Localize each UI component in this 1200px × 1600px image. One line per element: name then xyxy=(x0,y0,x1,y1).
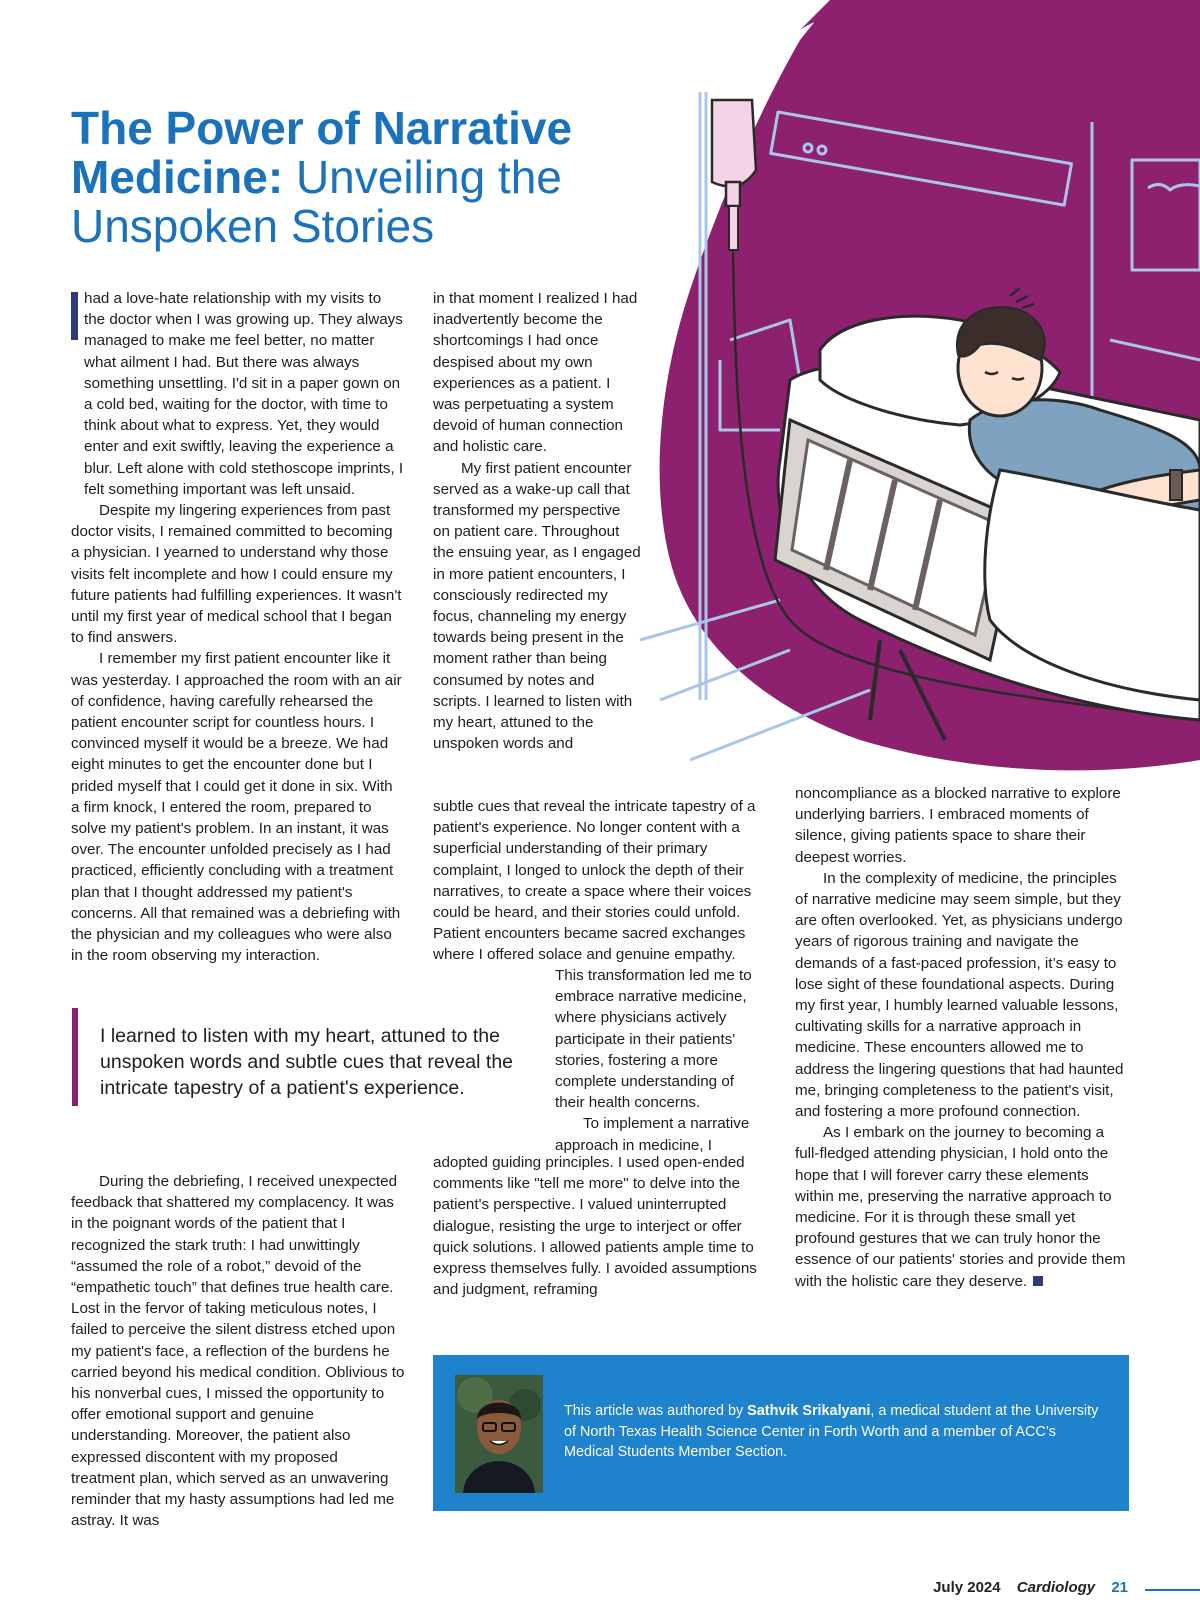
author-bio-text xyxy=(564,1401,1104,1463)
page-number: 21 xyxy=(1111,1579,1128,1596)
pull-quote-text: I learned to listen with my heart, attuned to the unspoken words and subtle cues that reveal the intricate tapestry of a patient's experience. xyxy=(100,1025,514,1099)
author-name: Sathvik Srikalyani xyxy=(747,1403,871,1419)
issue-date: July 2024 xyxy=(933,1579,1001,1596)
paragraph-3: I remember my first patient encounter like it was yesterday. I approached the room with an air of confidence, having carefully rehearsed the patient encounter script for countless hours. I convinced myself it would be a breeze. We had eight minutes to get the encounter done but I prided myself that I could get it done in six. With a firm knock, I entered the room, prepared to solve my patient's problem. In an instant, it was over. The encounter unfolded precisely as I had practiced, efficiently concluding with a treatment plan that I thought addressed my patient's concerns. All that remained was a debriefing with the physician and my colleagues who were also in the room observing my interaction. xyxy=(71,650,402,965)
paragraph-5: in that moment I realized I had inadvertently become the shortcomings I had once despised about my own experiences as a patient. I was perpetuating a system devoid of human connection and holistic care. xyxy=(433,290,638,456)
magazine-name: Cardiology xyxy=(1016,1579,1096,1596)
purple-blob xyxy=(660,0,1200,770)
paragraph-8a: To implement a narrative approach in medicine, I xyxy=(555,1115,750,1154)
column-3 xyxy=(795,783,1130,1292)
bio-post: , a medical student at the University of North Texas Health Science Center in Forth Worth and a member of ACC’s Medical Students Member Section. xyxy=(564,1403,1099,1460)
column-2-middle xyxy=(433,796,768,966)
title-bold: The Power of Narrative Medicine: xyxy=(71,102,573,203)
paragraph-6b: subtle cues that reveal the intricate tapestry of a patient's experience. No longer content with a superficial understanding of their primary complaint, I longed to unlock the depth of their narratives, to create a space where their voices could be heard, and their stories could unfold. Patient encounters became sacred exchanges where I offered solace and genuine empathy. xyxy=(433,798,756,964)
paragraph-11 xyxy=(795,1122,1130,1292)
column-2-narrow xyxy=(555,965,765,1156)
bio-pre: This article was authored by xyxy=(564,1403,748,1419)
column-2-upper xyxy=(433,288,641,754)
paragraph-2: Despite my lingering experiences from past doctor visits, I remained committed to becoming a physician. I yearned to understand why those visits felt incomplete and how I could ensure my future patients had fulfilling experiences. It wasn't until my first year of medical school that I began to find answers. xyxy=(71,502,402,647)
paragraph-8b: adopted guiding principles. I used open-ended comments like "tell me more" to delve into the patient's perspective. I valued uninterrupted dialogue, resisting the urge to interject or offer quick solutions. I allowed patients ample time to express themselves fully. I avoided assumptions and judgment, reframing xyxy=(433,1154,757,1299)
end-of-article-mark xyxy=(1033,1276,1043,1286)
title-light: Unveiling the Unspoken Stories xyxy=(71,151,562,252)
paragraph-1: had a love-hate relationship with my visits to the doctor when I was growing up. They always managed to make me feel better, no matter what ailment I had. But there was always something unsettling. I'd sit in a paper gown on a cold bed, waiting for the doctor, with time to think about what to express. Yet, they would enter and exit swiftly, leaving the experience a blur. Left alone with cold stethoscope imprints, I felt something important was left unsaid. xyxy=(84,290,404,498)
pull-quote xyxy=(72,1008,542,1106)
paragraph-4: During the debriefing, I received unexpected feedback that shattered my complacency. It was in the poignant words of the patient that I recognized the stark truth: I had unwittingly “assumed the role of a robot,” devoid of the “empathetic touch” that defines true health care. Lost in the fervor of taking meticulous notes, I failed to perceive the silent distress etched upon my patient's face, a reflection of the burdens he carried beyond his medical condition. Oblivious to his nonverbal cues, I missed the opportunity to offer emotional support and genuine understanding. Moreover, the patient also expressed discontent with my proposed treatment plan, which served as an unwavering reminder that my hasty assumptions had led me astray. It was xyxy=(71,1173,405,1530)
author-photo xyxy=(455,1375,543,1493)
author-bio-box xyxy=(433,1355,1129,1511)
paragraph-10: In the complexity of medicine, the principles of narrative medicine may seem simple, but they are often overlooked. Yet, as physicians undergo years of rigorous training and navigate the demands of a fast-paced profession, it’s easy to lose sight of these foundational aspects. During my first year, I humbly learned valuable lessons, cultivating skills for a narrative approach in medicine. These encounters allowed me to address the lingering questions that had haunted me, bringing completeness to the patient's visit, and fostering a more profound connection. xyxy=(795,869,1124,1121)
column-1-bottom xyxy=(71,1171,406,1531)
column-2-lower xyxy=(433,1152,768,1300)
author-portrait-icon xyxy=(455,1375,543,1493)
paragraph-6a: My first patient encounter served as a wake-up call that transformed my perspective on patient care. Throughout the ensuing year, as I engaged in more patient encounters, I consciously redirected my focus, channeling my energy towards being present in the moment rather than being consumed by notes and scripts. I learned to listen with my heart, attuned to the unspoken words and xyxy=(433,459,641,753)
paragraph-11-text: As I embark on the journey to becoming a full-fledged attending physician, I hold onto the hope that I will forever carry these elements within me, preserving the narrative approach to medicine. For it is through these small yet profound gestures that we can truly honor the essence of our patients' stories and provide them with the holistic care they deserve. xyxy=(795,1124,1126,1290)
column-1-top xyxy=(71,288,404,967)
footer-rule xyxy=(1145,1589,1200,1591)
article-title xyxy=(71,104,631,251)
paragraph-9: noncompliance as a blocked narrative to explore underlying barriers. I embraced moments of silence, giving patients space to share their deepest worries. xyxy=(795,785,1121,866)
paragraph-7: This transformation led me to embrace narrative medicine, where physicians actively participate in their patients' stories, fostering a more complete understanding of their health concerns. xyxy=(555,967,752,1112)
page-footer xyxy=(933,1579,1128,1596)
